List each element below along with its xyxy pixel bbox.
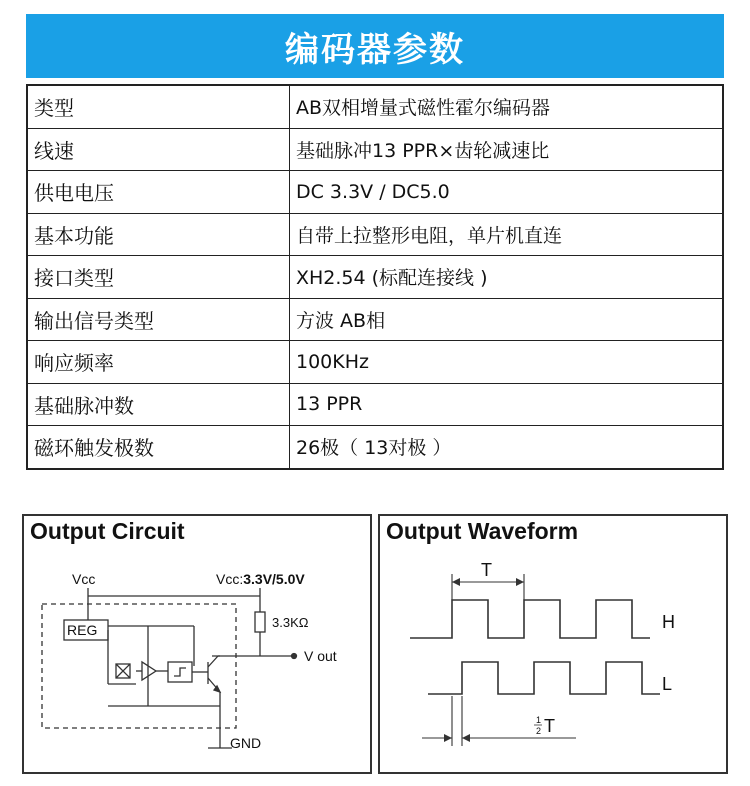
spec-label: 磁环触发极数: [27, 426, 290, 469]
spec-label: 输出信号类型: [27, 298, 290, 341]
waveform-l: [428, 662, 660, 694]
spec-label: 接口类型: [27, 256, 290, 299]
spec-label: 响应频率: [27, 341, 290, 384]
spec-value: XH2.54 (标配连接线 ): [290, 256, 724, 299]
page-title: [26, 14, 724, 78]
phase-frac-den: 2: [536, 726, 542, 736]
circuit-diagram: [24, 516, 370, 772]
phase-var-label: T: [544, 716, 555, 736]
vcc-right-prefix: Vcc:: [216, 571, 244, 587]
table-row: [27, 213, 723, 256]
spec-label: 基本功能: [27, 213, 290, 256]
table-row: [27, 128, 723, 171]
page-title-text: 编码器参数: [285, 29, 465, 70]
spec-label: 线速: [27, 128, 290, 171]
spec-label: 基础脉冲数: [27, 383, 290, 426]
period-label: T: [481, 560, 492, 580]
spec-label: 供电电压: [27, 171, 290, 214]
gnd-label: GND: [230, 735, 262, 751]
pullup-resistor: [255, 612, 265, 632]
vcc-right-label: [216, 571, 305, 587]
circuit-title: Output Circuit: [30, 518, 185, 544]
spec-table: [26, 84, 724, 470]
spec-value: 100KHz: [290, 341, 724, 384]
vout-label: V out: [304, 648, 337, 664]
phase-frac-num: 1: [536, 715, 542, 725]
table-row: [27, 256, 723, 299]
table-row: [27, 85, 723, 128]
amplifier-symbol: [142, 662, 156, 680]
spec-value: 26极（ 13对极 ）: [290, 426, 724, 469]
table-row: [27, 383, 723, 426]
channel-l-label: L: [662, 674, 673, 694]
table-row: [27, 171, 723, 214]
spec-value: 自带上拉整形电阻，单片机直连: [290, 213, 724, 256]
table-row: [27, 341, 723, 384]
spec-value: DC 3.3V / DC5.0: [290, 171, 724, 214]
resistor-label: 3.3KΩ: [272, 615, 309, 630]
output-waveform-panel: [378, 514, 728, 774]
waveform-diagram: [380, 516, 726, 772]
waveform-h: [410, 600, 650, 638]
spec-value: 基础脉冲13 PPR×齿轮减速比: [290, 128, 724, 171]
table-row: [27, 426, 723, 469]
reg-label: REG: [67, 622, 98, 638]
spec-value: 13 PPR: [290, 383, 724, 426]
channel-h-label: H: [662, 612, 675, 632]
vout-terminal: [292, 654, 297, 659]
spec-value: 方波 AB相: [290, 298, 724, 341]
vcc-left-label: Vcc: [72, 571, 96, 587]
output-circuit-panel: [22, 514, 372, 774]
waveform-title: Output Waveform: [386, 518, 579, 544]
vcc-right-value: 3.3V/5.0V: [243, 571, 305, 587]
spec-label: 类型: [27, 85, 290, 128]
table-row: [27, 298, 723, 341]
spec-value: AB双相增量式磁性霍尔编码器: [290, 85, 724, 128]
